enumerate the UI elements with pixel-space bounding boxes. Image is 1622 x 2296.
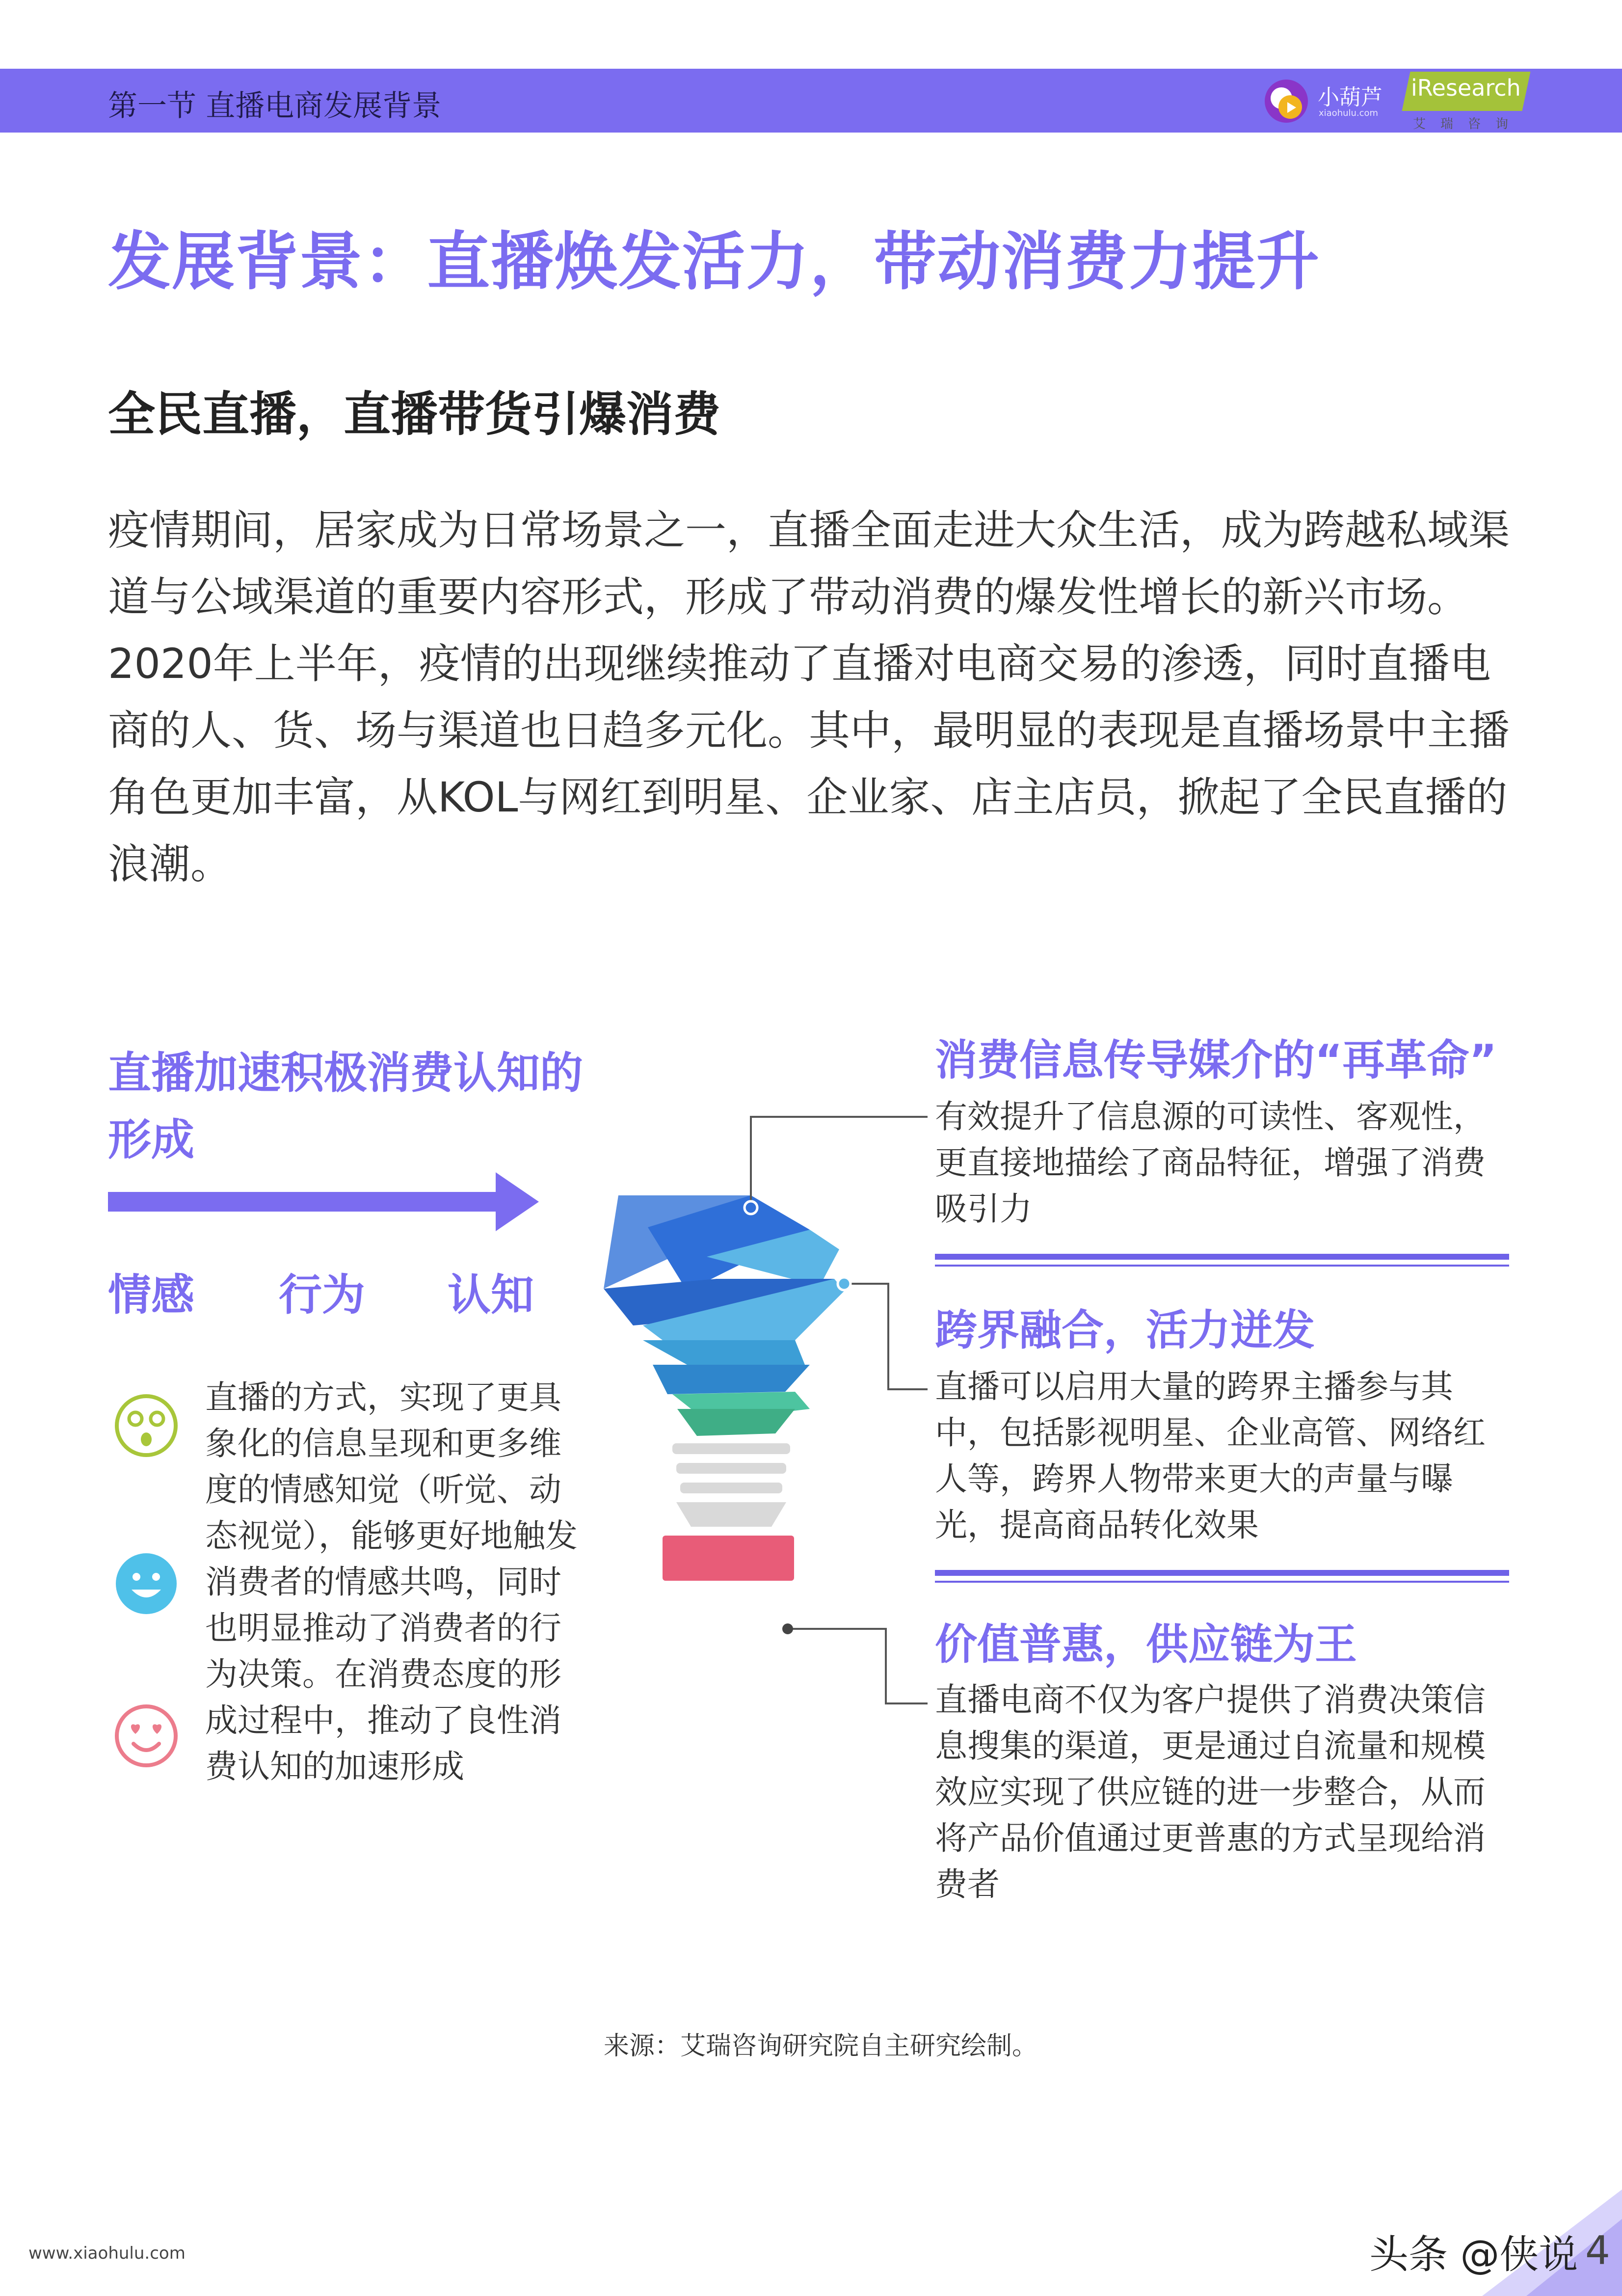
right-heading-3: 价值普惠，供应链为王 <box>935 1620 1357 1669</box>
right-body-3: 直播电商不仅为客户提供了消费决策信息搜集的渠道，更是通过自流量和规模效应实现了供应链的进一步整合，从而将产品价值通过更普惠的方式呈现给消费者 <box>935 1681 1486 1903</box>
xiaohulu-name: 小葫芦 <box>1318 85 1383 110</box>
section-title: 全民直播，直播带货引爆消费 <box>108 387 720 442</box>
gourd-icon <box>1264 79 1309 124</box>
source-note: 来源：艾瑞咨询研究院自主研究绘制。 <box>604 2031 1038 2061</box>
iresearch-word: iResearch <box>1411 75 1521 101</box>
page-number: 4 <box>1585 2228 1610 2273</box>
stage-emotion: 情感 <box>108 1270 195 1320</box>
header-bar <box>0 69 1622 133</box>
right-heading-2: 跨界融合，活力迸发 <box>935 1306 1315 1355</box>
divider-2 <box>935 1570 1509 1576</box>
arrow-right-icon <box>496 1172 539 1231</box>
stage-cognition: 认知 <box>448 1270 534 1320</box>
arrow-shaft <box>108 1192 501 1212</box>
footer-url: www.xiaohulu.com <box>28 2243 186 2263</box>
divider-1-thin <box>935 1265 1509 1267</box>
left-body: 直播的方式，实现了更具象化的信息呈现和更多维度的情感知觉（听觉、动态视觉），能够更好地触发消费者的情感共鸣，同时也明显推动了消费者的行为决策。在消费态度的形成过程中，推动了良性消费认知的加速形成 <box>205 1378 578 1785</box>
intro-paragraph: 疫情期间，居家成为日常场景之一，直播全面走进大众生活，成为跨越私域渠道与公域渠道的重要内容形式，形成了带动消费的爆发性增长的新兴市场。2020年上半年，疫情的出现继续推动了直播对电商交易的渗透，同时直播电商的人、货、场与渠道也日趋多元化。其中，最明显的表现是直播场景中主播角色更加丰富，从KOL与网红到明星、企业家、店主店员，掀起了全民直播的浪潮。 <box>108 506 1510 888</box>
connector-lines <box>712 1105 947 1718</box>
stage-behavior: 行为 <box>279 1270 366 1320</box>
surprised-face-icon <box>114 1393 179 1458</box>
section-label: 第一节 直播电商发展背景 <box>108 89 442 123</box>
iresearch-cn: 艾瑞咨询 <box>1413 117 1523 132</box>
page-title: 发展背景：直播焕发活力，带动消费力提升 <box>108 225 1321 298</box>
left-heading: 直播加速积极消费认知的形成 <box>108 1048 584 1165</box>
xiaohulu-site: xiaohulu.com <box>1319 108 1379 118</box>
iresearch-logo <box>1406 72 1534 135</box>
xiaohulu-logo <box>1264 75 1411 129</box>
right-heading-1: 消费信息传导媒介的“再革命” <box>935 1036 1497 1085</box>
right-body-2: 直播可以启用大量的跨界主播参与其中，包括影视明星、企业高管、网络红人等，跨界人物带来更大的声量与曝光，提高商品转化效果 <box>935 1368 1486 1544</box>
heart-eyes-face-icon <box>114 1703 179 1768</box>
divider-2-thin <box>935 1581 1509 1583</box>
smiling-face-icon <box>114 1551 179 1616</box>
divider-1 <box>935 1254 1509 1260</box>
right-body-1: 有效提升了信息源的可读性、客观性，更直接地描绘了商品特征，增强了消费吸引力 <box>935 1098 1486 1228</box>
watermark: 头条 @侠说 <box>1369 2232 1578 2277</box>
